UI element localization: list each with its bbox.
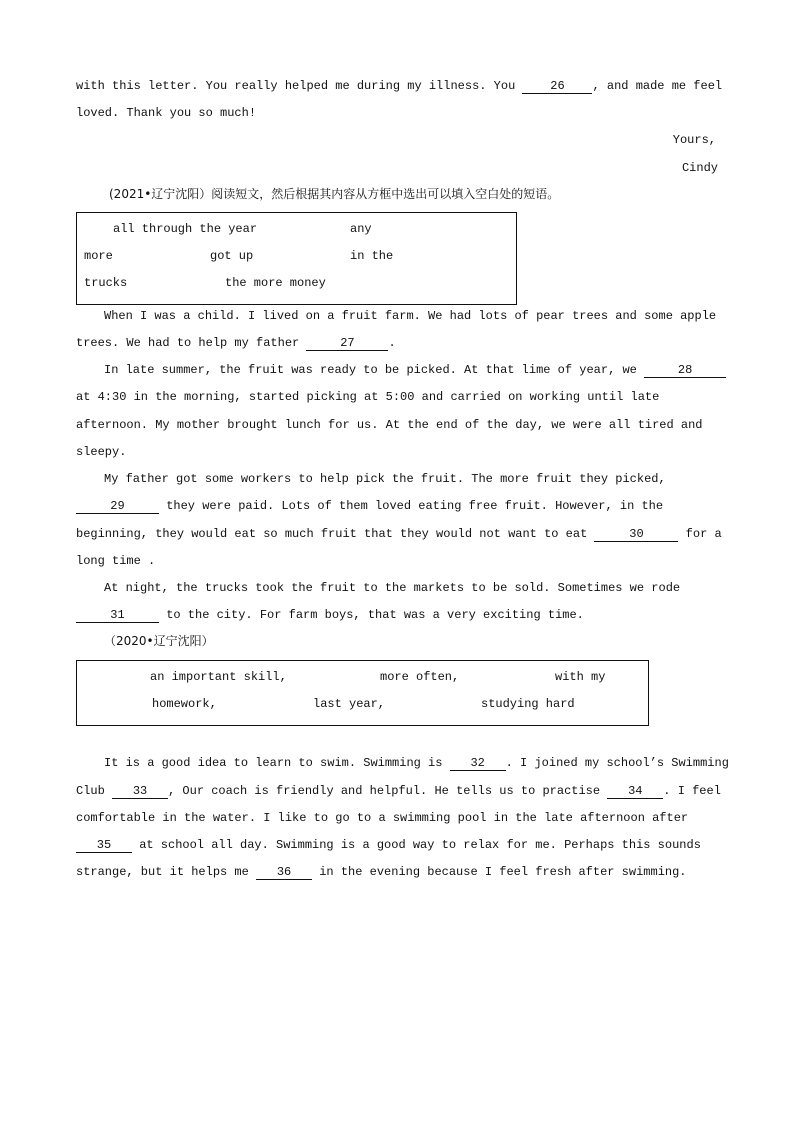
option: any	[350, 222, 372, 236]
letter-line-1	[76, 78, 722, 94]
text: trees. We had to help my father	[76, 336, 307, 350]
blank-27: 27	[306, 337, 388, 351]
blank-26: 26	[522, 80, 592, 94]
text: . I feel	[663, 784, 721, 798]
blank-30: 30	[594, 528, 678, 542]
option: studying hard	[481, 697, 575, 711]
text-line: at 4:30 in the morning, started picking at 5:00 and carried on working until late	[76, 390, 660, 404]
option: in the	[350, 249, 394, 263]
text-line	[76, 607, 584, 623]
blank-33: 33	[112, 785, 168, 799]
text-line	[76, 837, 701, 853]
text: beginning, they would eat so much fruit that they would not want to eat	[76, 527, 595, 541]
text-line: comfortable in the water. I like to go to a swimming pool in the late afternoon after	[76, 811, 689, 825]
text: Club	[76, 784, 113, 798]
text-line	[76, 783, 721, 799]
text: for a	[678, 527, 722, 541]
option: with my	[555, 670, 606, 684]
text: strange, but it helps me	[76, 865, 257, 879]
option: homework,	[152, 697, 217, 711]
text: It is a good idea to learn to swim. Swimming is	[104, 756, 450, 770]
text: to the city. For farm boys, that was a very exciting time.	[159, 608, 584, 622]
option: all through the year	[113, 222, 258, 236]
letter-signature: Cindy	[681, 161, 718, 175]
option: got up	[210, 249, 254, 263]
option: the more money	[225, 276, 326, 290]
text: with this letter. You really helped me during my illness. You	[76, 79, 523, 93]
blank-36: 36	[256, 866, 312, 880]
blank-28: 28	[644, 364, 726, 378]
text: . I joined my school’s Swimming	[505, 756, 729, 770]
text-line: afternoon. My mother brought lunch for us. At the end of the day, we were all tired and	[76, 418, 703, 432]
text-line	[76, 526, 722, 542]
text: In late summer, the fruit was ready to be picked. At that lime of year, we	[104, 363, 645, 377]
text-line: long time .	[76, 554, 156, 568]
blank-34: 34	[607, 785, 663, 799]
section-heading-2021: (2021•辽宁沈阳）阅读短文，然后根据其内容从方框中选出可以填入空白处的短语。	[109, 187, 560, 201]
blank-29: 29	[76, 500, 159, 514]
text-line	[76, 498, 663, 514]
text: , and made me feel	[592, 79, 723, 93]
text-line: At night, the trucks took the fruit to the markets to be sold. Sometimes we rode	[104, 581, 681, 595]
text: , Our coach is friendly and helpful. He tells us to practise	[168, 784, 608, 798]
option: an important skill,	[150, 670, 287, 684]
option: more	[84, 249, 113, 263]
text: in the evening because I feel fresh after swimming.	[312, 865, 687, 879]
text-line	[76, 335, 396, 351]
text-line: When I was a child. I lived on a fruit farm. We had lots of pear trees and some apple	[104, 309, 717, 323]
text-line: My father got some workers to help pick the fruit. The more fruit they picked,	[104, 472, 666, 486]
blank-31: 31	[76, 609, 159, 623]
option: last year,	[313, 697, 386, 711]
text: .	[388, 336, 396, 350]
option: trucks	[84, 276, 128, 290]
letter-closing: Yours,	[672, 133, 716, 147]
word-box-2021	[76, 212, 517, 305]
word-box-2020	[76, 660, 649, 726]
text-line	[104, 362, 726, 378]
text: they were paid. Lots of them loved eating free fruit. However, in the	[159, 499, 664, 513]
text: at school all day. Swimming is a good way to relax for me. Perhaps this sounds	[132, 838, 701, 852]
text-line: sleepy.	[76, 445, 127, 459]
text-line	[76, 864, 687, 880]
text-line	[104, 755, 729, 771]
section-heading-2020: （2020•辽宁沈阳）	[104, 634, 214, 648]
blank-35: 35	[76, 839, 132, 853]
letter-line-2: loved. Thank you so much!	[76, 106, 257, 120]
blank-32: 32	[450, 757, 506, 771]
option: more often,	[380, 670, 460, 684]
